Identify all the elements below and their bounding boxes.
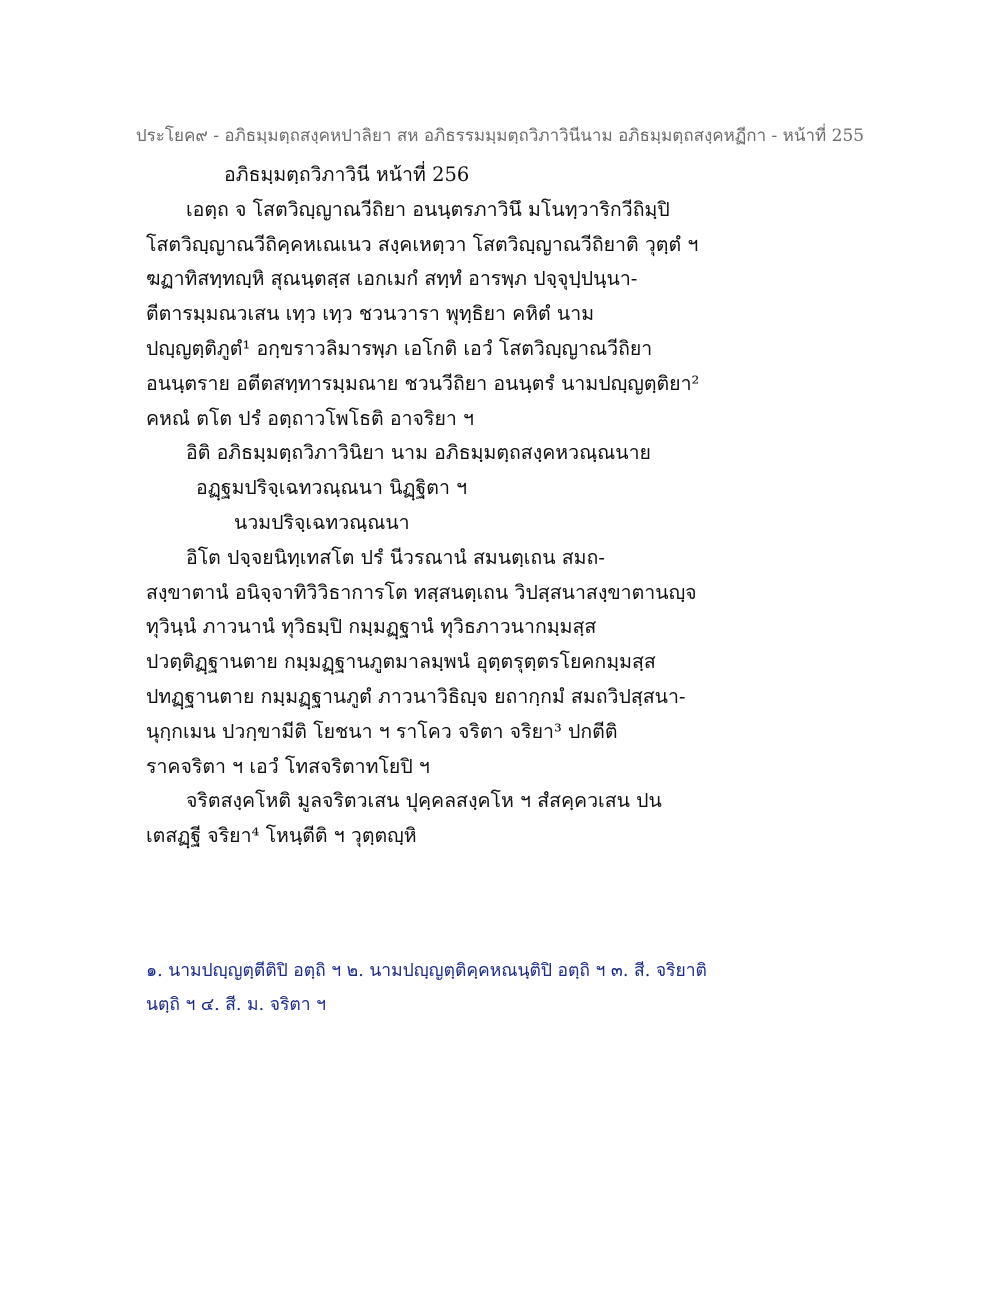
footnotes — [146, 954, 706, 1022]
text-line: ปทฏฺฐานตาย กมฺมฏฺฐานภูตํ ภาวนาวิธิญฺจ ยถากฺกมํ สมถวิปสฺสนา- — [146, 684, 686, 708]
text-line: อนนฺตราย อตีตสทฺทารมฺมณาย ชวนวีถิยา อนนฺตรํ นามปญฺญตฺติยา² — [146, 371, 700, 395]
text-line: ทุวินฺนํ ภาวนานํ ทุวิธมฺปิ กมฺมฏฺฐานํ ทุวิธภาวนากมฺมสฺส — [146, 615, 597, 639]
footnote-line: ๑. นามปญฺญตฺตีติปิ อตฺถิ ฯ ๒. นามปญฺญตฺติคฺคหณนฺติปิ อตฺถิ ฯ ๓. สี. จริยาติ — [146, 961, 707, 981]
text-line: อิโต ปจฺจยนิทฺเทสโต ปรํ นีวรณานํ สมนตฺเถน สมถ- — [186, 545, 605, 569]
text-line: ราคจริตา ฯ เอวํ โทสจริตาทโยปิ ฯ — [146, 754, 430, 778]
text-line: ปญฺญตฺติภูตํ¹ อกฺขราวลิมารพฺภ เอโกติ เอวํ โสตวิญฺญาณวีถิยา — [146, 336, 653, 360]
text-line: จริตสงฺคโหติ มูลจริตวเสน ปุคฺคลสงฺคโห ฯ สํสคฺควเสน ปน — [186, 789, 662, 813]
text-line: นวมปริจฺเฉทวณฺณนา — [234, 510, 410, 534]
page-body — [146, 158, 706, 854]
footnote-line: นตฺถิ ฯ ๔. สี. ม. จริตา ฯ — [146, 995, 326, 1015]
running-header: ประโยค๙ - อภิธมฺมตฺถสงฺคหปาลิยา สห อภิธรรมมฺมตฺถวิภาวินีนาม อภิธมฺมตฺถสงฺคหฏีกา - หน้าที่ 255 — [135, 126, 865, 146]
text-line: นุกฺกเมน ปวกฺขามีติ โยชนา ฯ ราโคว จริตา จริยา³ ปกตีติ — [146, 719, 618, 743]
text-line: สงฺขาตานํ อนิจฺจาทิวิวิธาการโต ทสฺสนตฺเถน วิปสฺสนาสงฺขาตานญฺจ — [146, 580, 697, 604]
text-line: อภิธมฺมตฺถวิภาวินี หน้าที่ 256 — [224, 163, 470, 186]
text-line: เตสฏฺฐี จริยา⁴ โหนฺตีติ ฯ วุตฺตญฺหิ — [146, 824, 417, 848]
text-line: โสตวิญฺญาณวีถิคฺคหเณเนว สงฺคเหตฺวา โสตวิญฺญาณวีถิยาติ วุตฺตํ ฯ — [146, 232, 699, 256]
text-line: อิติ อภิธมฺมตฺถวิภาวินิยา นาม อภิธมฺมตฺถสงฺคหวณฺณนาย — [186, 441, 651, 465]
text-line: ปวตฺติฏฺฐานตาย กมฺมฏฺฐานภูตมาลมฺพนํ อุตฺตรุตฺตรโยคกมฺมสฺส — [146, 650, 656, 674]
text-line: เอตฺถ จ โสตวิญฺญาณวีถิยา อนนฺตรภาวินึ มโนทฺวาริกวีถิมฺปิ — [186, 197, 670, 221]
text-line: อฏฺฐมปริจฺเฉทวณฺณนา นิฏฺฐิตา ฯ — [196, 476, 468, 500]
text-line: ฆฏาทิสทฺทญฺหิ สุณนฺตสฺส เอกเมกํ สทฺทํ อารพฺภ ปจฺจุปฺปนฺนา- — [146, 267, 638, 291]
text-line: คหณํ ตโต ปรํ อตฺถาวโพโธติ อาจริยา ฯ — [146, 406, 474, 430]
text-line: ตีตารมฺมณวเสน เทฺว เทฺว ชวนวารา พุทฺธิยา คหิตํ นาม — [146, 302, 595, 326]
